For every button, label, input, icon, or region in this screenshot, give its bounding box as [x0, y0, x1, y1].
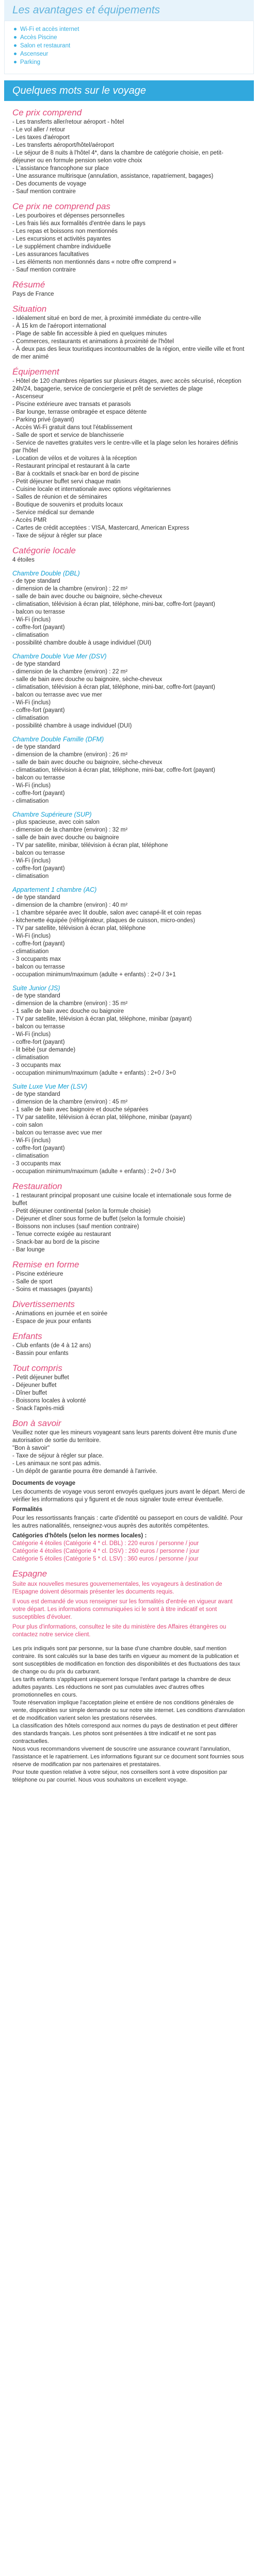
room-detail: - coffre-fort (payant) — [12, 1145, 65, 1151]
text-line: - Un dépôt de garantie pourra être demandé à l'arrivée. — [12, 1468, 157, 1475]
equipment-title: Équipement — [12, 367, 59, 377]
kids-title: Enfants — [12, 1331, 42, 1341]
good-to-know-list — [12, 1429, 246, 1476]
text-line: - Boissons non incluses (sauf mention contraire) — [12, 1224, 139, 1230]
room-detail: - climatisation — [12, 798, 49, 804]
advantage-item: Parking — [13, 58, 245, 66]
text-line: - Petit déjeuner buffet servi chaque matin — [12, 479, 121, 485]
text-line: Pour toute question relative à votre séjour, nos conseillers sont à votre disposition par téléphone ou par courriel. Nous vous souhaitons un excellent voyage. — [12, 1769, 228, 1783]
room-title: Chambre Double Vue Mer (DSV) — [12, 653, 107, 660]
text-line: - Les éléments non mentionnés dans « notre offre comprend » — [12, 259, 176, 265]
text-line: "Bon à savoir" — [12, 1445, 50, 1451]
text-line: - Le vol aller / retour — [12, 127, 66, 133]
included-list — [12, 1374, 246, 1413]
room-detail: - Wi-Fi (inclus) — [12, 858, 51, 864]
room-detail: - de type standard — [12, 894, 60, 901]
rooms-section — [12, 569, 246, 1176]
text-line: - Restaurant principal et restaurant à la carte — [12, 463, 130, 469]
restaurant-list — [12, 1192, 246, 1254]
price-includes-title: Ce prix comprend — [12, 108, 82, 117]
room-title: Appartement 1 chambre (AC) — [12, 886, 97, 893]
room-detail: - dimension de la chambre (environ) : 40 m² — [12, 902, 128, 908]
room-title: Suite Junior (JS) — [12, 985, 60, 992]
text-line: Catégorie 5 étoiles (Catégorie 5 * cl. LSV) : 360 euros / personne / jour — [12, 1556, 199, 1562]
room-detail: - salle de bain avec douche ou baignoire — [12, 835, 119, 841]
travel-content — [4, 101, 254, 1784]
room-title: Suite Luxe Vue Mer (LSV) — [12, 1083, 87, 1090]
text-line: Les prix indiqués sont par personne, sur la base d'une chambre double, sauf mention contraire. Ils sont calculés sur la base des tarifs en vigueur au moment de la publication et sont susceptibles de modification en fonction des disponibilités et des fluctuations des taux de change ou du prix du carburant. — [12, 1646, 240, 1675]
room-detail: - balcon ou terrasse — [12, 609, 65, 615]
text-line: - Bassin pour enfants — [12, 1350, 69, 1357]
text-line: - Salle de sport — [12, 1279, 53, 1285]
room-detail: - 1 chambre séparée avec lit double, salon avec canapé-lit et coin repas — [12, 910, 202, 916]
advantage-item: Salon et restaurant — [13, 42, 245, 50]
text-line: - À 15 km de l'aéroport international — [12, 323, 106, 329]
text-line: - 1 restaurant principal proposant une cuisine locale et internationale sous forme de buffet — [12, 1193, 232, 1207]
text-line: - Les excursions et activités payantes — [12, 236, 111, 242]
room-detail: - climatisation — [12, 1153, 49, 1159]
summary-text: Pays de France — [12, 291, 54, 297]
room-detail: - coin salon — [12, 1122, 43, 1128]
text-line: Catégorie 4 étoiles (Catégorie 4 * cl. DSV) : 260 euros / personne / jour — [12, 1548, 200, 1554]
fun-list — [12, 1310, 246, 1326]
text-line: - Les transferts aller/retour aéroport - hôtel — [12, 119, 124, 125]
room-detail: - 1 salle de bain avec baignoire et douche séparées — [12, 1107, 149, 1113]
text-line: La classification des hôtels correspond aux normes du pays de destination et peut différer des standards français. Les photos sont présentées à titre indicatif et ne sont pas contractuelles. — [12, 1723, 238, 1744]
room-detail: - de type standard — [12, 744, 60, 750]
text-line: - Petit déjeuner buffet — [12, 1375, 69, 1381]
room-detail: - climatisation — [12, 715, 49, 721]
equipment-list — [12, 378, 246, 540]
room-detail: - climatisation — [12, 1055, 49, 1061]
text-line: - Salle de sport et service de blanchisserie — [12, 432, 124, 438]
info-title: Espagne — [12, 1569, 47, 1579]
advantage-item: Wi-Fi et accès internet — [13, 25, 245, 33]
text-line: - Soins et massages (payants) — [12, 1286, 93, 1293]
text-line: - Tenue correcte exigée au restaurant — [12, 1231, 111, 1238]
advantage-item: Ascenseur — [13, 50, 245, 58]
room-detail: - Wi-Fi (inclus) — [12, 783, 51, 789]
room-detail: - possibilité chambre double à usage individuel (DUI) — [12, 640, 152, 646]
formalities-title: Formalités — [12, 1506, 43, 1513]
text-line: - Commerces, restaurants et animations à proximité de l'hôtel — [12, 338, 174, 345]
text-line: - Salles de réunion et de séminaires — [12, 494, 107, 500]
good-to-know-title: Bon à savoir — [12, 1418, 61, 1428]
text-line: - Service de navettes gratuites vers le centre-ville et la plage selon les horaires définis par l'hôtel — [12, 440, 238, 454]
text-line: - Piscine extérieure — [12, 1271, 63, 1277]
room-detail: - TV par satellite, télévision à écran plat, téléphone, minibar (payant) — [12, 1016, 192, 1022]
restaurant-title: Restauration — [12, 1181, 62, 1191]
included-title: Tout compris — [12, 1363, 62, 1373]
room-title: Chambre Double (DBL) — [12, 570, 80, 577]
text-line: - Boissons locales à volonté — [12, 1398, 86, 1404]
room-detail: - climatisation, télévision à écran plat, téléphone, mini-bar, coffre-fort (payant) — [12, 684, 215, 690]
price-includes-list — [12, 118, 246, 196]
room-detail: - balcon ou terrasse avec vue mer — [12, 692, 102, 698]
room-detail: - coffre-fort (payant) — [12, 624, 65, 631]
kids-list — [12, 1342, 246, 1358]
text-line: - Accès PMR — [12, 517, 47, 523]
text-line: - Dîner buffet — [12, 1390, 47, 1396]
room-detail: - balcon ou terrasse — [12, 850, 65, 856]
room-detail: - Wi-Fi (inclus) — [12, 1138, 51, 1144]
price-excludes-list — [12, 212, 246, 274]
room-detail: - dimension de la chambre (environ) : 26 m² — [12, 752, 128, 758]
text-line: - À deux pas des lieux touristiques incontournables de la région, entre vieille ville et front de mer animé — [12, 346, 245, 360]
travel-section-title: Quelques mots sur le voyage — [4, 80, 254, 101]
fun-title: Divertissements — [12, 1299, 75, 1309]
advantage-item: Accès Piscine — [13, 33, 245, 42]
advantages-box — [4, 21, 254, 74]
text-line: - Déjeuner et dîner sous forme de buffet (selon la formule choisie) — [12, 1216, 185, 1222]
room-detail: - TV par satellite, télévision à écran plat, téléphone — [12, 925, 146, 931]
text-line: - Bar lounge, terrasse ombragée et espace détente — [12, 409, 147, 415]
text-line: - Espace de jeux pour enfants — [12, 1318, 91, 1325]
room-detail: - balcon ou terrasse — [12, 775, 65, 781]
room-detail: - de type standard — [12, 578, 60, 584]
text-line: - Parking privé (payant) — [12, 417, 74, 423]
room-detail: - Wi-Fi (inclus) — [12, 933, 51, 939]
text-line: - Plage de sable fin accessible à pied en quelques minutes — [12, 331, 167, 337]
text-line: - Ascenseur — [12, 394, 44, 400]
text-line: - Sauf mention contraire — [12, 267, 76, 273]
room-detail: - climatisation — [12, 632, 49, 638]
text-line: - Les transferts aéroport/hôtel/aéroport — [12, 142, 114, 148]
text-line: - Snack l'après-midi — [12, 1405, 64, 1412]
text-line: - Une assurance multirisque (annulation, assistance, rapatriement, bagages) — [12, 173, 214, 179]
room-title: Chambre Double Famille (DFM) — [12, 736, 104, 743]
text-line: - Location de vélos et de voitures à la réception — [12, 455, 137, 462]
categories-list — [12, 1540, 246, 1563]
situation-title: Situation — [12, 304, 47, 314]
text-line: - L'assistance francophone sur place — [12, 165, 109, 172]
text-line: - Cartes de crédit acceptées : VISA, Mastercard, American Express — [12, 525, 189, 531]
wellness-list — [12, 1270, 246, 1294]
wellness-title: Remise en forme — [12, 1260, 79, 1269]
text-line: Il vous est demandé de vous renseigner sur les formalités d'entrée en vigueur avant votre départ. Les informations communiquées ici le sont à titre indicatif et sont susceptibles d'évoluer. — [12, 1599, 233, 1620]
room-detail: - Wi-Fi (inclus) — [12, 617, 51, 623]
text-line: Suite aux nouvelles mesures gouvernementales, les voyageurs à destination de l'Espagne doivent désormais présenter les documents requis. — [12, 1581, 222, 1595]
text-line: - Les animaux ne sont pas admis. — [12, 1461, 101, 1467]
room-detail: - Wi-Fi (inclus) — [12, 1031, 51, 1038]
advantages-list — [13, 25, 245, 66]
room-detail: - dimension de la chambre (environ) : 45 m² — [12, 1099, 128, 1105]
text-line: - Les assurances facultatives — [12, 251, 89, 258]
room-detail: - salle de bain avec douche ou baignoire, sèche-cheveux — [12, 759, 163, 766]
text-line: Les tarifs enfants s'appliquent uniquement lorsque l'enfant partage la chambre de deux adultes payants. Les réductions ne sont pas cumulables avec d'autres offres promotionnelles en cours. — [12, 1676, 231, 1698]
text-line: Catégorie 4 étoiles (Catégorie 4 * cl. DBL) : 220 euros / personne / jour — [12, 1540, 199, 1547]
room-detail: - coffre-fort (payant) — [12, 941, 65, 947]
room-detail: - dimension de la chambre (environ) : 35 m² — [12, 1001, 128, 1007]
documents-title: Documents de voyage — [12, 1480, 76, 1486]
text-line: - Accès Wi-Fi gratuit dans tout l'établissement — [12, 425, 133, 431]
text-line: - Le supplément chambre individuelle — [12, 244, 111, 250]
room-detail: - occupation minimum/maximum (adulte + enfants) : 2+0 / 3+0 — [12, 1070, 176, 1076]
room-detail: - TV par satellite, télévision à écran plat, téléphone, minibar (payant) — [12, 1114, 192, 1121]
text-line: - Les taxes d'aéroport — [12, 134, 70, 141]
text-line: Veuillez noter que les mineurs voyageant sans leurs parents doivent être munis d'une autorisation de sortie du territoire. — [12, 1430, 237, 1444]
text-line: - Le séjour de 8 nuits à l'hôtel 4*, dans la chambre de catégorie choisie, en petit-déjeuner ou en formule pension selon votre choix — [12, 150, 223, 164]
summary-title: Résumé — [12, 280, 45, 290]
room-detail: - coffre-fort (payant) — [12, 790, 65, 796]
room-detail: - kitchenette équipée (réfrigérateur, plaques de cuisson, micro-ondes) — [12, 918, 196, 924]
room-detail: - salle de bain avec douche ou baignoire, sèche-cheveux — [12, 594, 163, 600]
text-line: - Boutique de souvenirs et produits locaux — [12, 502, 123, 508]
room-detail: - 3 occupants max — [12, 956, 61, 962]
text-line: - Taxe de séjour à régler sur place — [12, 533, 102, 539]
room-detail: - dimension de la chambre (environ) : 32 m² — [12, 827, 128, 833]
text-line: Toute réservation implique l'acceptation pleine et entière de nos conditions générales de vente, disponibles sur simple demande ou sur notre site internet. Les conditions d'annulation et de modification varient selon les prestations réservées. — [12, 1700, 245, 1721]
text-line: - Les frais liés aux formalités d'entrée dans le pays — [12, 221, 146, 227]
text-line: - Taxe de séjour à régler sur place. — [12, 1453, 104, 1459]
room-detail: - dimension de la chambre (environ) : 22 m² — [12, 669, 128, 675]
info-list — [12, 1581, 246, 1639]
text-line: - Les pourboires et dépenses personnelles — [12, 213, 125, 219]
room-detail: - de type standard — [12, 993, 60, 999]
text-line: - Déjeuner buffet — [12, 1382, 57, 1388]
room-detail: - 1 salle de bain avec douche ou baignoire — [12, 1008, 124, 1014]
room-title: Chambre Supérieure (SUP) — [12, 811, 92, 818]
room-detail: - possibilité chambre à usage individuel (DUI) — [12, 723, 132, 729]
text-line: - Cuisine locale et internationale avec options végétariennes — [12, 486, 171, 493]
text-line: - Piscine extérieure avec transats et parasols — [12, 401, 131, 408]
documents-text: Les documents de voyage vous seront envoyés quelques jours avant le départ. Merci de vérifier les informations qui y figurent et de nous signaler toute erreur éventuelle. — [12, 1489, 245, 1503]
legal-text — [12, 1645, 246, 1784]
room-detail: - balcon ou terrasse — [12, 1024, 65, 1030]
room-detail: - climatisation — [12, 948, 49, 955]
categories-intro: Catégories d'hôtels (selon les normes locales) : — [12, 1533, 147, 1539]
text-line: Nous vous recommandons vivement de souscrire une assurance couvrant l'annulation, l'assistance et le rapatriement. Les informations figurant sur ce document sont fournies sous réserve de modification par nos partenaires et prestataires. — [12, 1746, 244, 1768]
room-detail: - Wi-Fi (inclus) — [12, 700, 51, 706]
category-title: Catégorie locale — [12, 546, 76, 555]
situation-list — [12, 315, 246, 361]
room-detail: - salle de bain avec douche ou baignoire, sèche-cheveux — [12, 676, 163, 683]
room-detail: - 3 occupants max — [12, 1062, 61, 1069]
text-line: - Petit déjeuner continental (selon la formule choisie) — [12, 1208, 151, 1214]
text-line: Pour plus d'informations, consultez le site du ministère des Affaires étrangères ou contactez notre service client. — [12, 1624, 227, 1638]
text-line: - Les repas et boissons non mentionnés — [12, 228, 118, 234]
room-detail: - balcon ou terrasse avec vue mer — [12, 1130, 102, 1136]
formalities-text: Pour les ressortissants français : carte d'identité ou passeport en cours de validité. Pour les autres nationalités, renseignez-vous auprès des autorités compétentes. — [12, 1515, 243, 1529]
room-detail: - de type standard — [12, 661, 60, 667]
category-value: 4 étoiles — [12, 557, 35, 563]
room-detail: - occupation minimum/maximum (adulte + enfants) : 2+0 / 3+0 — [12, 1168, 176, 1175]
text-line: - Hôtel de 120 chambres réparties sur plusieurs étages, avec accès sécurisé, réception 24h/24, bagagerie, service de conciergerie et prêt de serviettes de plage — [12, 378, 241, 392]
room-detail: - balcon ou terrasse — [12, 964, 65, 970]
text-line: - Des documents de voyage — [12, 181, 87, 187]
room-detail: - de type standard — [12, 1091, 60, 1097]
text-line: - Club enfants (de 4 à 12 ans) — [12, 1343, 91, 1349]
price-excludes-title: Ce prix ne comprend pas — [12, 201, 110, 211]
room-detail: - coffre-fort (payant) — [12, 1039, 65, 1045]
room-detail: - 3 occupants max — [12, 1161, 61, 1167]
room-detail: - climatisation, télévision à écran plat, téléphone, mini-bar, coffre-fort (payant) — [12, 601, 215, 607]
advantages-title: Les avantages et équipements — [4, 0, 254, 21]
text-line: - Idéalement situé en bord de mer, à proximité immédiate du centre-ville — [12, 315, 201, 321]
text-line: - Animations en journée et en soirée — [12, 1311, 108, 1317]
room-detail: - coffre-fort (payant) — [12, 707, 65, 714]
room-detail: - plus spacieuse, avec coin salon — [12, 819, 100, 825]
text-line: - Bar à cocktails et snack-bar en bord de piscine — [12, 471, 139, 477]
room-detail: - coffre-fort (payant) — [12, 866, 65, 872]
room-detail: - climatisation — [12, 873, 49, 879]
text-line: - Service médical sur demande — [12, 510, 94, 516]
text-line: - Sauf mention contraire — [12, 189, 76, 195]
text-line: - Bar lounge — [12, 1247, 45, 1253]
room-detail: - dimension de la chambre (environ) : 22 m² — [12, 586, 128, 592]
room-detail: - lit bébé (sur demande) — [12, 1047, 76, 1053]
room-detail: - occupation minimum/maximum (adulte + enfants) : 2+0 / 3+1 — [12, 972, 176, 978]
text-line: - Snack-bar au bord de la piscine — [12, 1239, 100, 1245]
room-detail: - climatisation, télévision à écran plat, téléphone, mini-bar, coffre-fort (payant) — [12, 767, 215, 773]
room-detail: - TV par satellite, minibar, télévision à écran plat, téléphone — [12, 842, 168, 849]
